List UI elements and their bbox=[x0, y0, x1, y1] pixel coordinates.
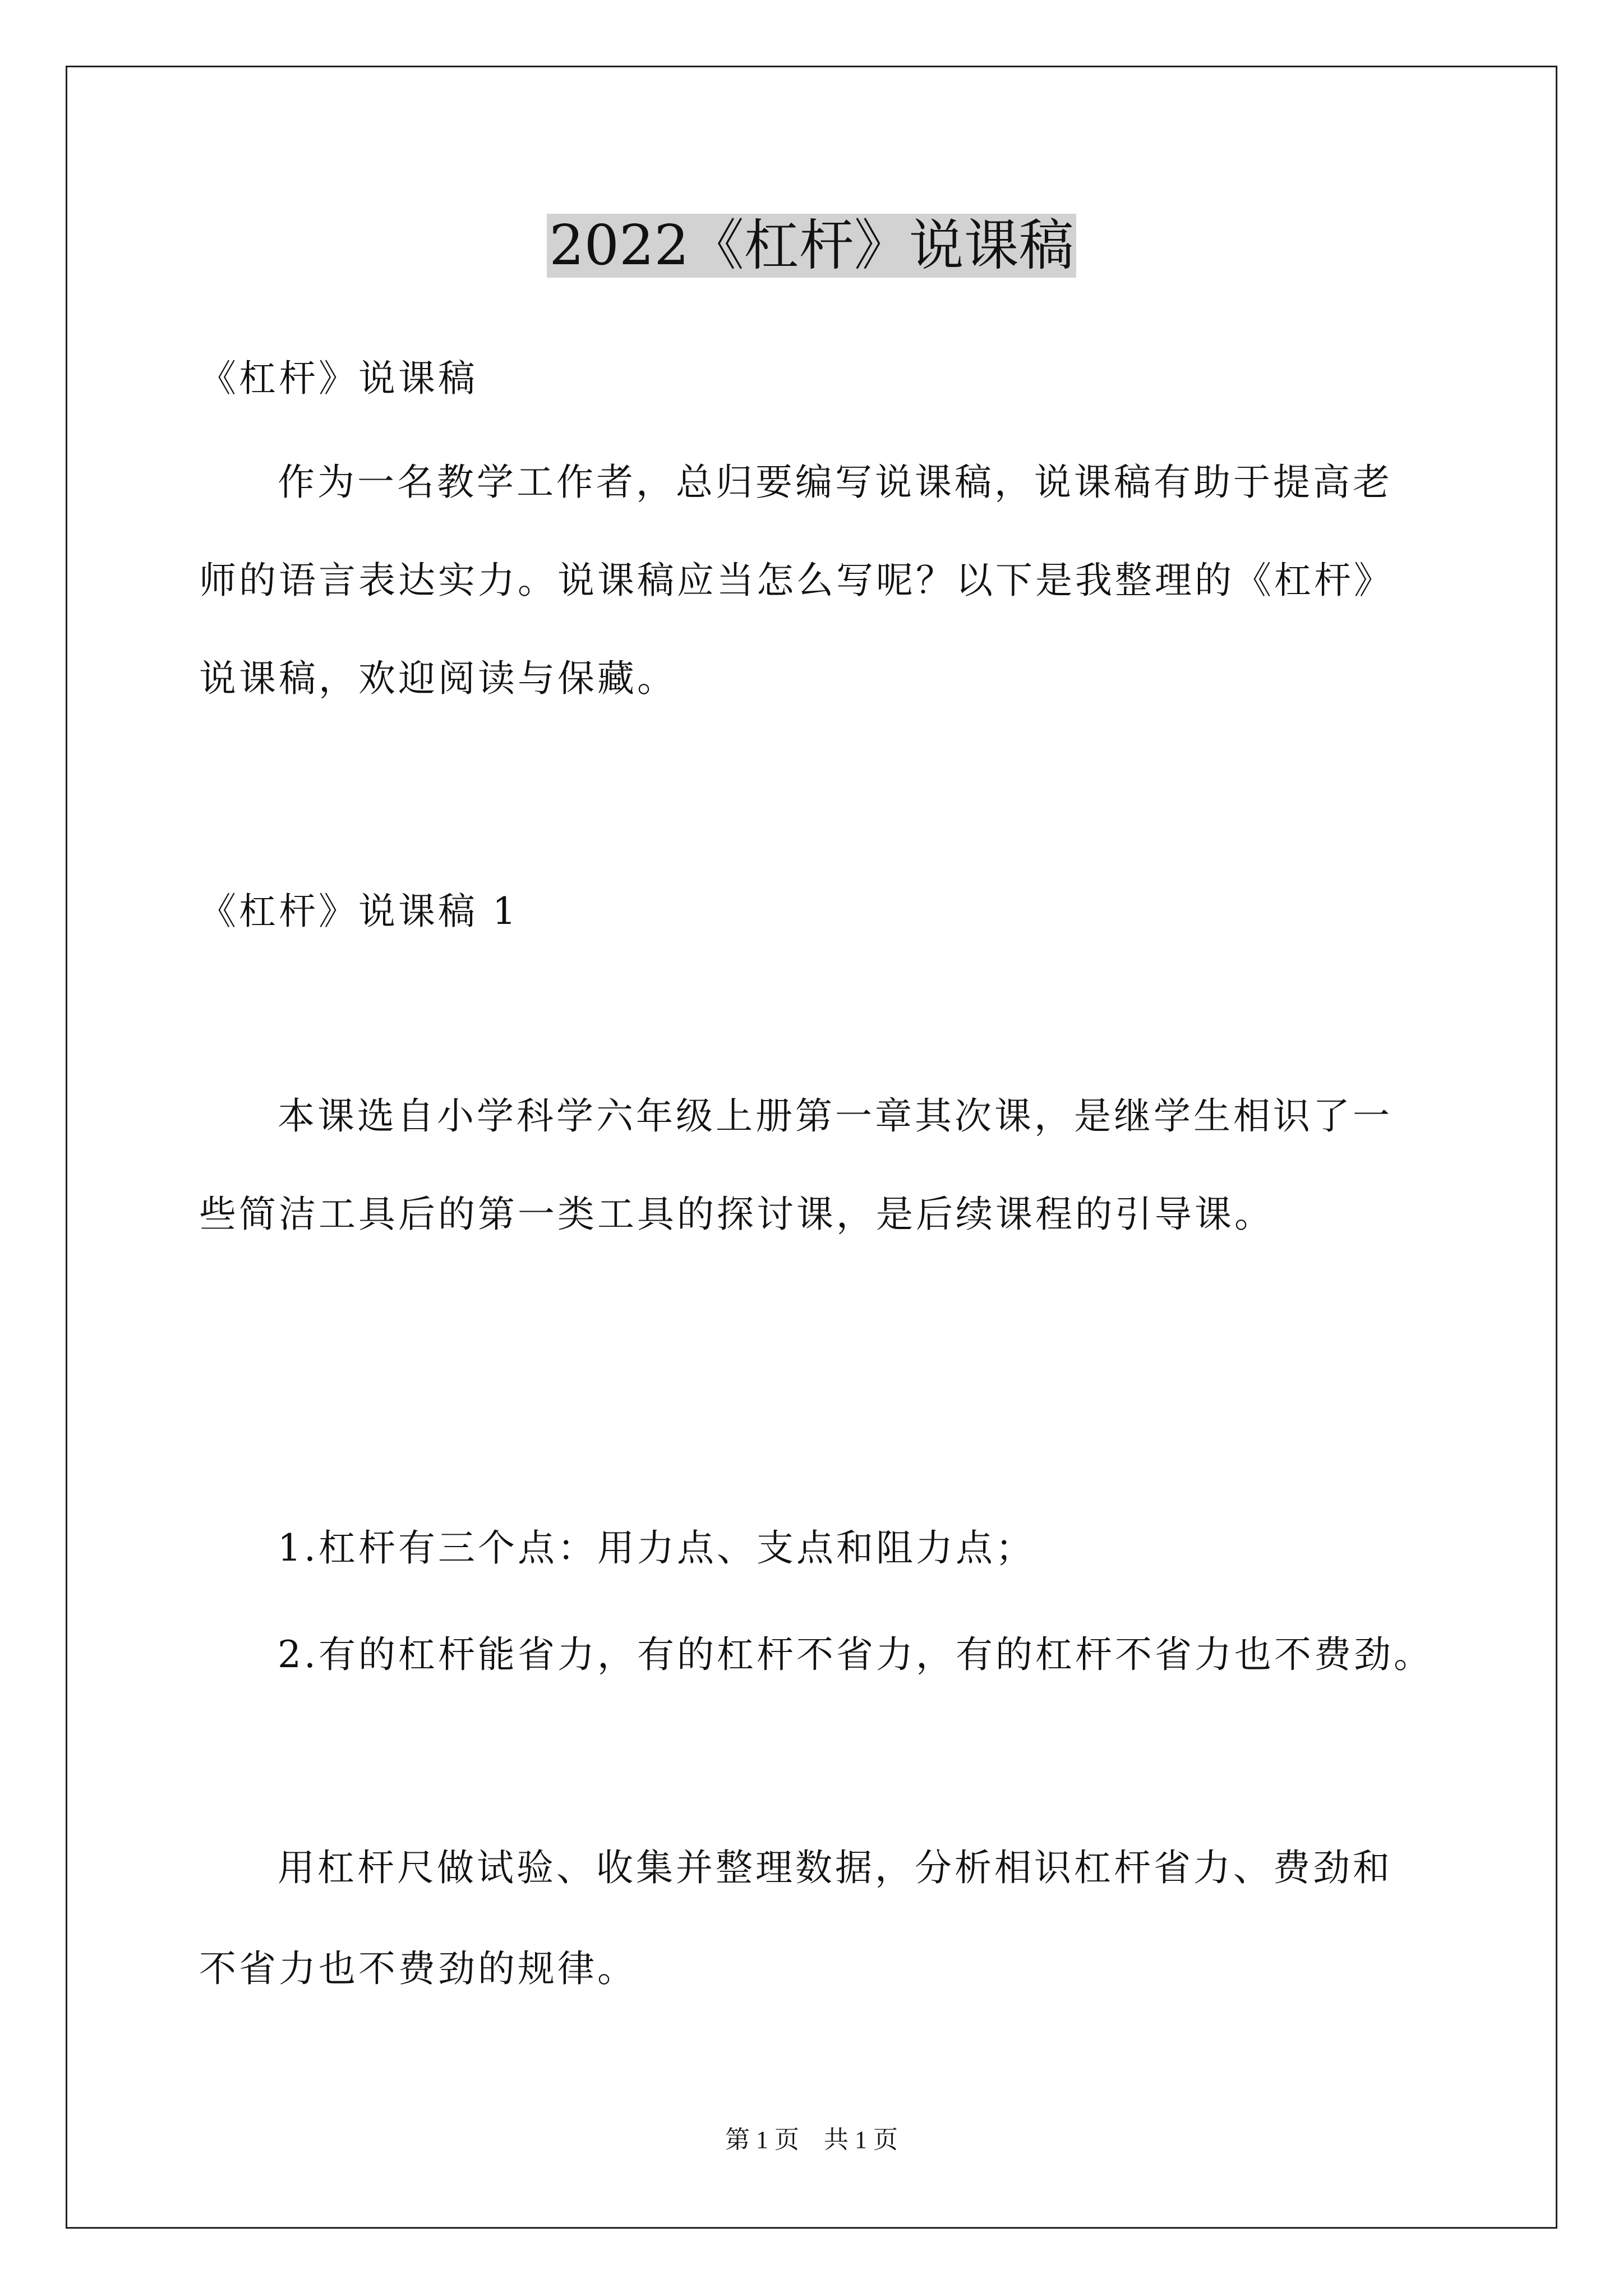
method-line-2: 不省力也不费劲的规律。 bbox=[199, 1947, 637, 1990]
intro-line-1: 作为一名教学工作者，总归要编写说课稿，说课稿有助于提高老 bbox=[278, 461, 1393, 504]
document-title bbox=[0, 206, 1623, 285]
intro-line-3: 说课稿，欢迎阅读与保藏。 bbox=[199, 657, 677, 700]
title-text: 2022《杠杆》说课稿 bbox=[547, 214, 1076, 278]
section-heading: 《杠杆》说课稿 1 bbox=[199, 890, 519, 933]
point-2: 2.有的杠杆能省力，有的杠杆不省力，有的杠杆不省力也不费劲。 bbox=[278, 1633, 1433, 1676]
lesson-line-1: 本课选自小学科学六年级上册第一章其次课，是继学生相识了一 bbox=[278, 1094, 1393, 1138]
point-1: 1.杠杆有三个点：用力点、支点和阻力点； bbox=[278, 1526, 1035, 1570]
method-line-1: 用杠杆尺做试验、收集并整理数据，分析相识杠杆省力、费劲和 bbox=[278, 1846, 1393, 1889]
intro-line-2: 师的语言表达实力。说课稿应当怎么写呢？以下是我整理的《杠杆》 bbox=[199, 559, 1394, 602]
lesson-line-2: 些简洁工具后的第一类工具的探讨课，是后续课程的引导课。 bbox=[199, 1193, 1274, 1236]
subtitle: 《杠杆》说课稿 bbox=[199, 357, 478, 400]
page-footer: 第 1 页 共 1 页 bbox=[725, 2126, 898, 2154]
